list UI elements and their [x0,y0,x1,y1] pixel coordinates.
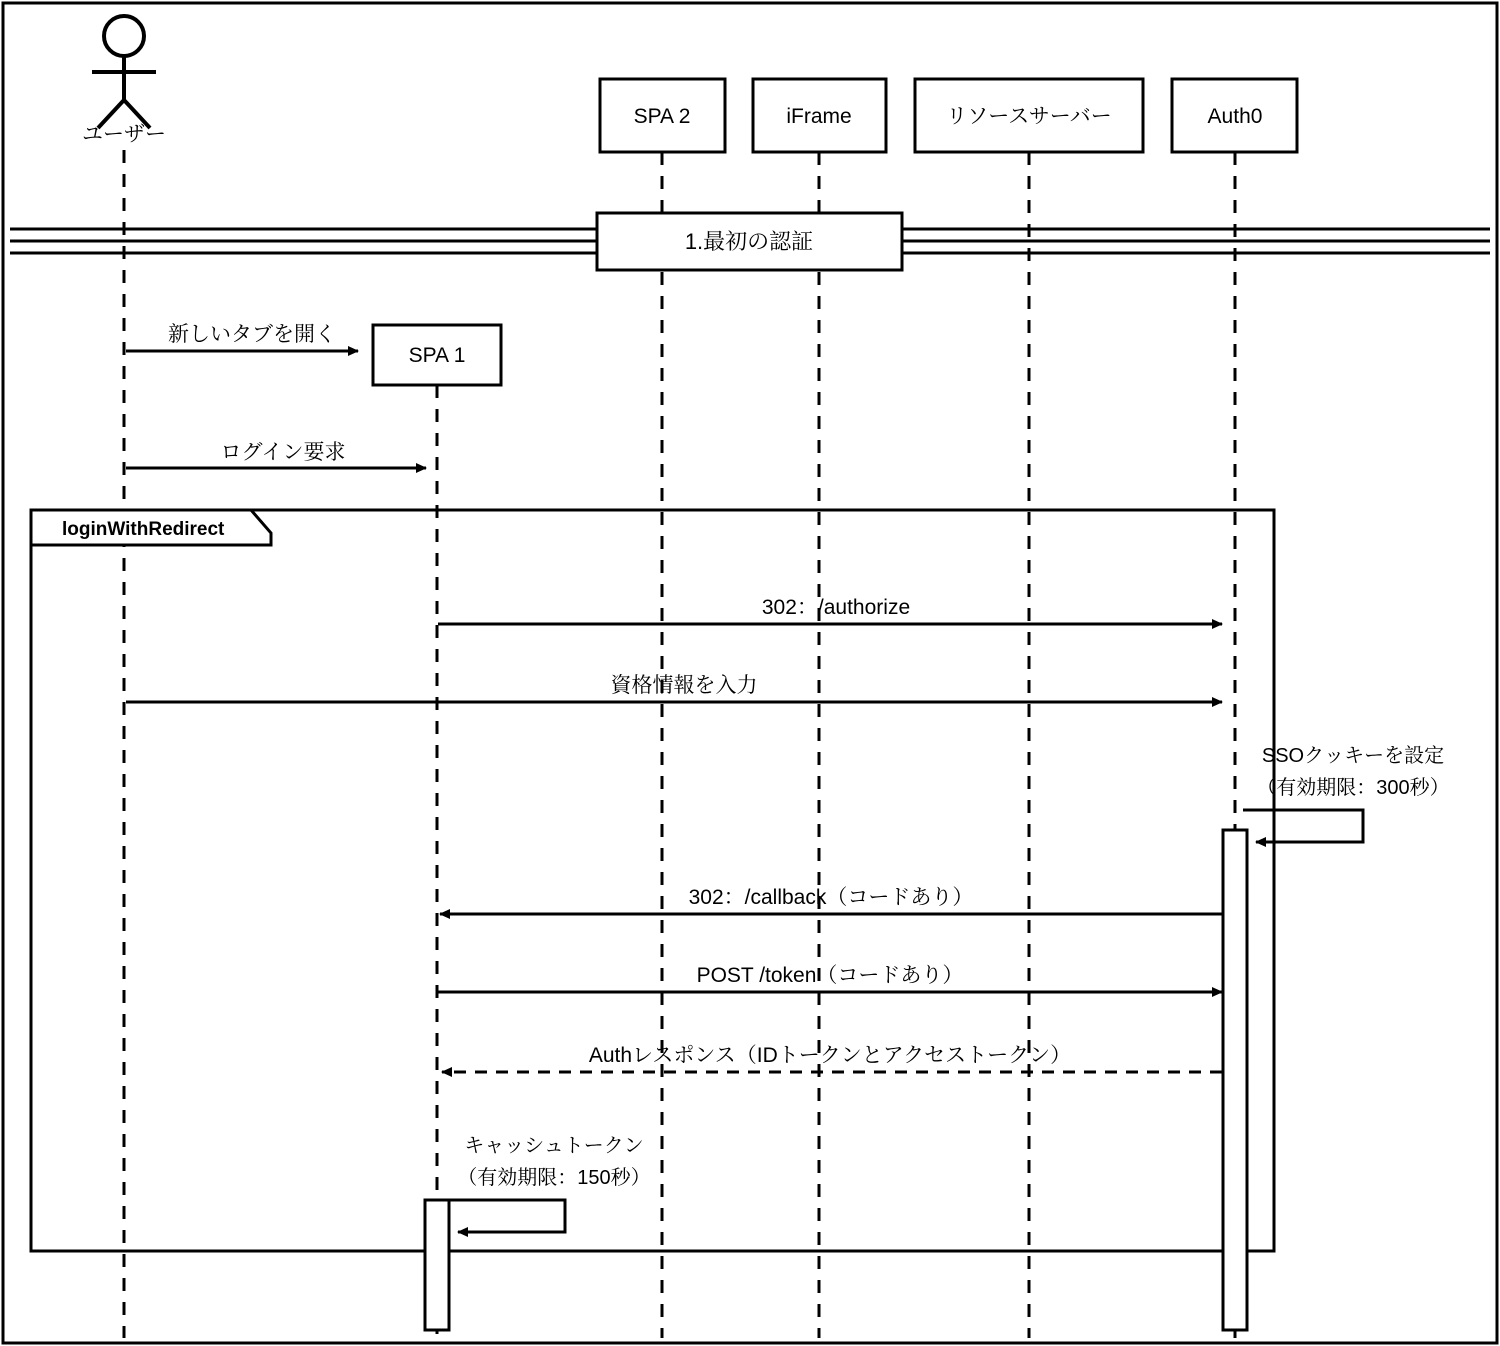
message-label-m5: 302：/callback（コードあり） [688,886,974,909]
self-message-label-s1-line2: （有効期限：300秒） [1256,777,1450,799]
message-label-m1: 新しいタブを開く [168,323,336,346]
activation-spa1 [425,1200,449,1330]
message-label-m3: 302：/authorize [761,596,911,619]
message-label-m7: Authレスポンス（IDトークンとアクセストークン） [588,1044,1072,1067]
message-label-m4: 資格情報を入力 [610,674,758,697]
stick-figure-icon [92,16,156,128]
self-message-label-s1-line1: SSOクッキーを設定 [1261,745,1445,767]
participant-label-spa2: SPA 2 [633,105,691,128]
participant-label-spa1: SPA 1 [408,344,466,367]
self-message-arrow-s2 [445,1200,565,1232]
message-label-m2: ログイン要求 [220,441,346,464]
fragment-frame [31,510,1274,1251]
self-message-label-s2-line1: キャッシュトークン [464,1135,644,1157]
participant-label-resource: リソースサーバー [946,105,1112,128]
message-label-m6: POST /token（コードあり） [696,964,964,987]
section-title-label: 1.最初の認証 [684,229,814,254]
self-message-label-s2-line2: （有効期限：150秒） [457,1167,651,1189]
participant-label-iframe: iFrame [786,105,852,128]
fragment-label: loginWithRedirect [62,519,225,540]
participant-label-auth0: Auth0 [1207,105,1263,128]
self-message-arrow-s1 [1243,810,1363,842]
actor-label-user: ユーザー [82,123,166,146]
activation-auth0 [1223,830,1247,1330]
